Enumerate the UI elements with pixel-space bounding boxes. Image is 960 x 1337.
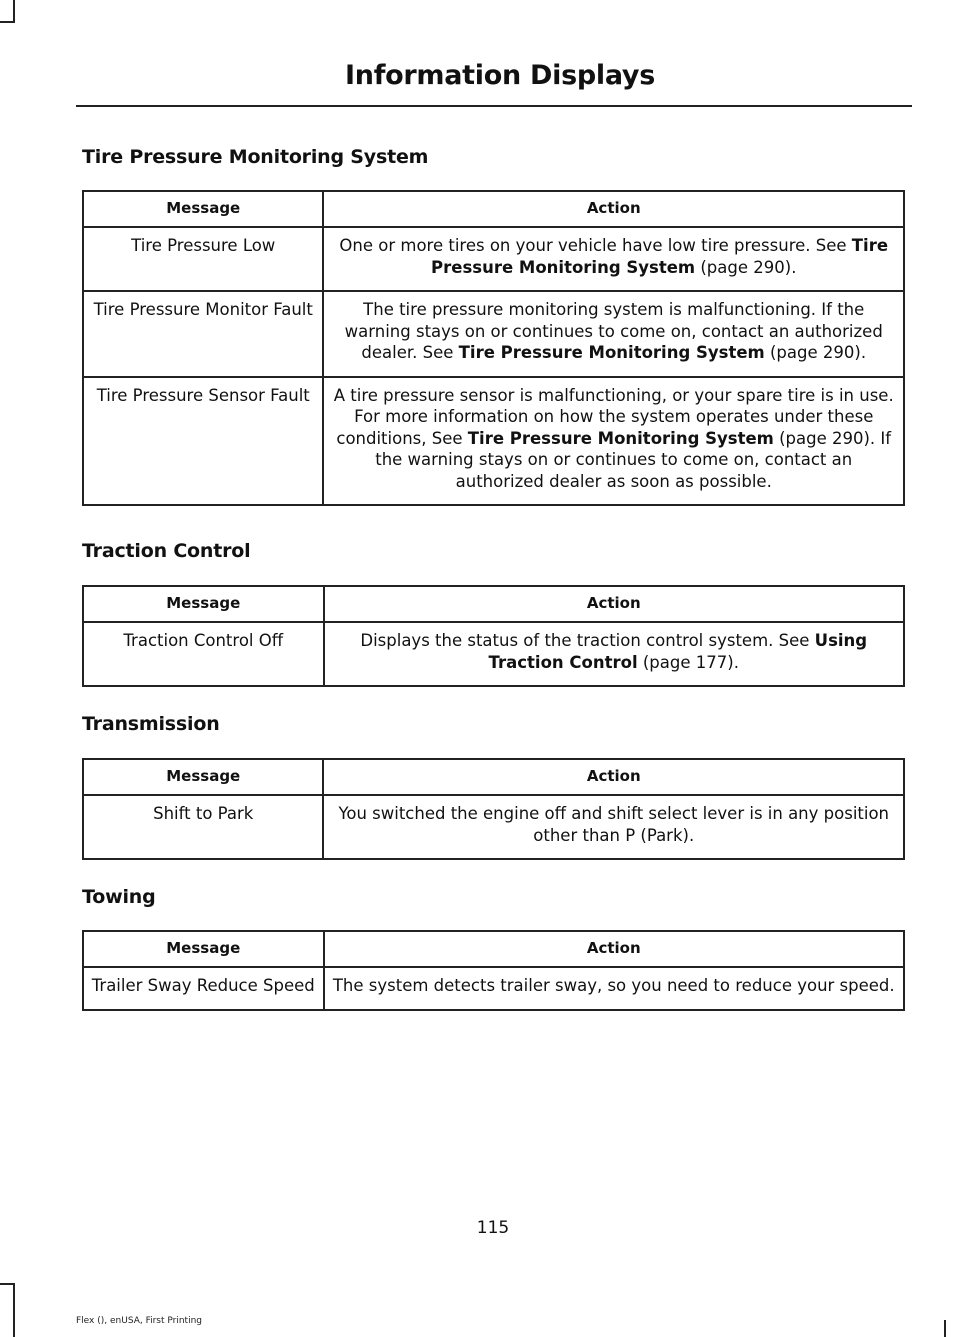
- crop-mark-bottom-left-v: [13, 1283, 15, 1337]
- table-header-row: [83, 191, 904, 227]
- action-text-page: (page 290). If the warning stays on or continues to come on, contact an authorized dealer as soon as possible.: [375, 428, 892, 491]
- table-traction-control: [82, 585, 905, 687]
- column-header-action: Action: [324, 586, 905, 622]
- action-cell: You switched the engine off and shift select lever is in any position other than P (Park).: [323, 795, 904, 859]
- crop-mark-top-left-v: [13, 0, 15, 21]
- table-header-row: [83, 586, 904, 622]
- message-cell: Traction Control Off: [83, 622, 324, 686]
- edition-footer: Flex (), enUSA, First Printing: [76, 1316, 202, 1326]
- page-reference-link[interactable]: Tire Pressure Monitoring System: [458, 343, 765, 362]
- action-text: The tire pressure monitoring system is malfunctioning. If the warning stays on or continues to come on, contact an authorized dealer. See: [344, 300, 883, 362]
- message-cell: Tire Pressure Sensor Fault: [83, 377, 323, 506]
- message-cell: Shift to Park: [83, 795, 323, 859]
- message-cell: Tire Pressure Monitor Fault: [83, 291, 323, 377]
- action-text: Displays the status of the traction control system. See: [360, 631, 815, 650]
- table-row: [83, 795, 904, 859]
- table-transmission: [82, 758, 905, 860]
- message-cell: Tire Pressure Low: [83, 227, 323, 291]
- message-cell: Trailer Sway Reduce Speed: [83, 967, 324, 1010]
- table-row: [83, 377, 904, 506]
- action-text: A tire pressure sensor is malfunctioning, or your spare tire is in use. For more information on how the system operates under these conditions, See: [333, 385, 894, 448]
- action-text-page: (page 290).: [695, 257, 797, 277]
- column-header-message: Message: [83, 759, 323, 795]
- action-cell: [323, 291, 904, 377]
- section-title-transmission: Transmission: [82, 713, 220, 735]
- column-header-action: Action: [323, 191, 904, 227]
- action-text-page: (page 177).: [637, 652, 739, 672]
- table-towing: [82, 930, 905, 1011]
- action-cell: [324, 622, 905, 686]
- action-text: One or more tires on your vehicle have low tire pressure. See: [339, 236, 852, 255]
- table-tire-pressure: [82, 190, 905, 506]
- table-row: [83, 967, 904, 1010]
- page-number: 115: [476, 1218, 510, 1238]
- action-cell: [323, 377, 904, 506]
- table-row: [83, 227, 904, 291]
- section-title-towing: Towing: [82, 886, 156, 908]
- page-reference-link[interactable]: Tire Pressure Monitoring System: [431, 236, 889, 277]
- page-reference-link[interactable]: Using Traction Control: [488, 631, 868, 672]
- action-cell: The system detects trailer sway, so you need to reduce your speed.: [324, 967, 905, 1010]
- page-reference-link[interactable]: Tire Pressure Monitoring System: [467, 428, 774, 448]
- table-header-row: [83, 759, 904, 795]
- section-title-traction-control: Traction Control: [82, 540, 251, 562]
- table-row: [83, 622, 904, 686]
- column-header-action: Action: [324, 931, 905, 967]
- column-header-message: Message: [83, 586, 324, 622]
- crop-mark-bottom-left-h: [0, 1283, 15, 1285]
- table-row: [83, 291, 904, 377]
- column-header-message: Message: [83, 931, 324, 967]
- action-cell: [323, 227, 904, 291]
- page-header-title: Information Displays: [345, 60, 655, 91]
- action-text-page: (page 290).: [764, 343, 867, 362]
- crop-mark-top-left-h: [0, 21, 15, 23]
- crop-mark-bottom-right-v: [944, 1320, 946, 1337]
- column-header-action: Action: [323, 759, 904, 795]
- table-header-row: [83, 931, 904, 967]
- header-rule: [76, 105, 912, 107]
- section-title-tire-pressure: Tire Pressure Monitoring System: [82, 146, 429, 168]
- column-header-message: Message: [83, 191, 323, 227]
